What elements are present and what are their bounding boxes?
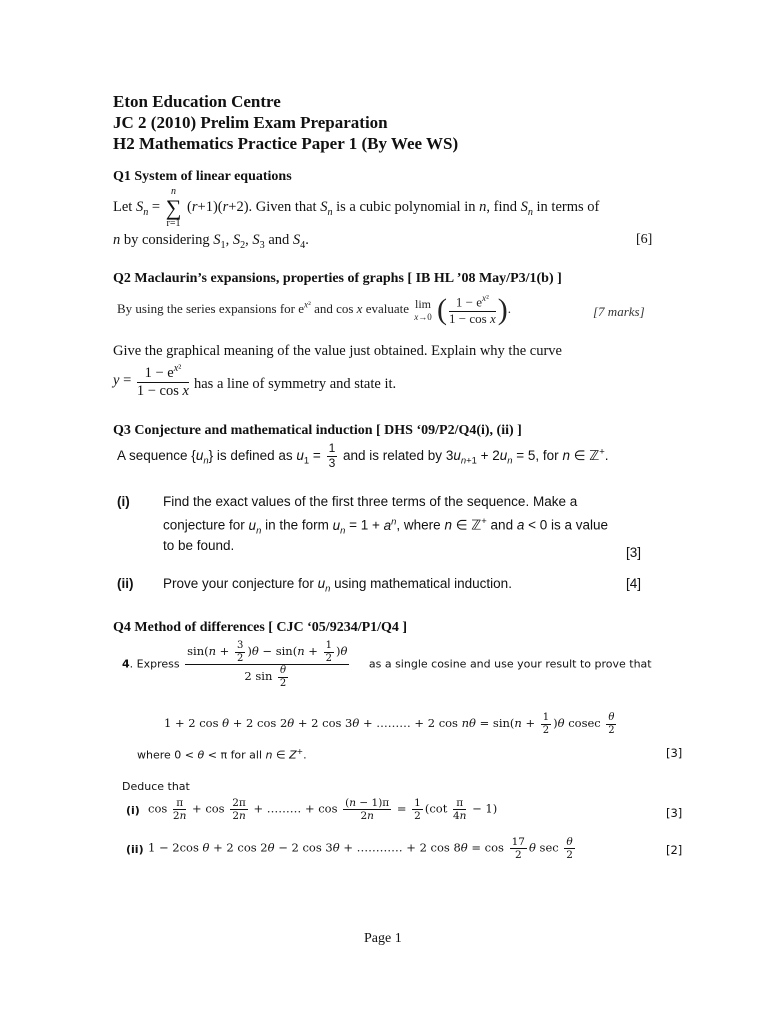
q3-heading: Q3 Conjecture and mathematical induction [ DHS ‘09/P2/Q4(i), (ii) ] <box>113 423 522 438</box>
q3-sequence-definition: A sequence $\{u_n\}$ is defined as $u_1$ = $\frac{1}{3}$ and is related by $3u_{n+1} + 2u_n = 5$, for n ∈ ℤ+. <box>117 441 609 470</box>
header-line-1: Eton Education Centre <box>113 92 281 111</box>
q1-text-line-1: Let $S_n$ = n ∑ r=1 (r+1)(r+2). Given that $S_n$ is a cubic polynomial in n, find $S_n$ in terms of <box>113 186 600 229</box>
q4-part-i-marks: [3] <box>666 806 683 820</box>
q4-part-i-label: (i) <box>126 804 140 817</box>
page-number: Page 1 <box>364 931 402 946</box>
q4-part-ii-marks: [2] <box>666 843 683 857</box>
q2-marks: [7 marks] <box>593 304 645 319</box>
q4-identity: 1 + 2 cos θ + 2 cos 2θ + 2 cos 3θ + ……… + 2 cos nθ = sin(n + $\frac{1}{2}$ )θ cosec $\frac{\theta}{2}$ <box>164 712 615 736</box>
q4-condition: where 0 < θ < π for all n ∈ Z+. <box>137 747 307 762</box>
q1-heading: Q1 System of linear equations <box>113 169 292 184</box>
q2-heading: Q2 Maclaurin’s expansions, properties of graphs [ IB HL ’08 May/P3/1(b) ] <box>113 271 562 286</box>
header-line-3: H2 Mathematics Practice Paper 1 (By Wee WS) <box>113 134 459 153</box>
q3-part-ii-label: (ii) <box>117 576 134 591</box>
q3-part-i-line-3: to be found. <box>163 538 235 553</box>
q2-curve-equation: y = $\frac{1 - e^{x^2}}{\text{1 − cos x}}$ <box>113 363 189 399</box>
header-line-2: JC 2 (2010) Prelim Exam Preparation <box>113 113 388 132</box>
q4-part-ii-expression: 1 − 2cos θ + 2 cos 2θ − 2 cos 3θ + ………… + 2 cos 8θ = cos $\frac{17}{2}$ θ sec $\frac{\theta}{2}$ <box>148 836 573 862</box>
q3-part-ii-text: Prove your conjecture for $u_n$ using mathematical induction. <box>163 576 512 595</box>
q3-part-i-line-2: conjecture for $u_n$ in the form $u_n = 1 + a^n$, where n ∈ ℤ+ and a < 0 is a value <box>163 516 609 537</box>
q2-text-line-2: Give the graphical meaning of the value just obtained. Explain why the curve <box>113 343 562 359</box>
q3-part-i-marks: [3] <box>626 545 642 560</box>
q4-main-marks: [3] <box>666 746 683 760</box>
q4-express: 4. Express sin(n + $\frac{3}{2}$ )θ − sin(n + $\frac{1}{2}$ )θ 2 sin $\frac{\theta}{2}$ as a single cosine and use your result to prove that <box>122 640 652 689</box>
q2-text-line-1: By using the series expansions for $e^{x^2}$ and cos x evaluate lim x→0 ( $\frac{1 - e^{x^2}}{\text{1 − cos x}}$ ). <box>117 293 511 326</box>
q4-heading: Q4 Method of differences [ CJC ‘05/9234/P1/Q4 ] <box>113 620 408 635</box>
q1-marks: [6] <box>636 232 653 247</box>
q1-text-line-2: n by considering $S_1$, $S_2$, $S_3$ and $S_4$. <box>113 232 309 251</box>
q4-part-ii-label: (ii) <box>126 843 144 856</box>
q4-deduce: Deduce that <box>122 780 190 793</box>
q3-part-ii-marks: [4] <box>626 576 642 591</box>
q2-text-line-3: has a line of symmetry and state it. <box>194 376 397 392</box>
q4-part-i-expression: cos $\frac{\pi}{2n}$ + cos $\frac{2\pi}{2n}$ + ……… + cos $\frac{(n - 1)\pi}{2n}$ = $\frac{1}{2}$ (cot $\frac{\pi}{4n}$ − 1) <box>148 797 498 823</box>
q3-part-i-label: (i) <box>117 494 130 509</box>
q3-part-i-line-1: Find the exact values of the first three terms of the sequence. Make a <box>163 494 578 509</box>
